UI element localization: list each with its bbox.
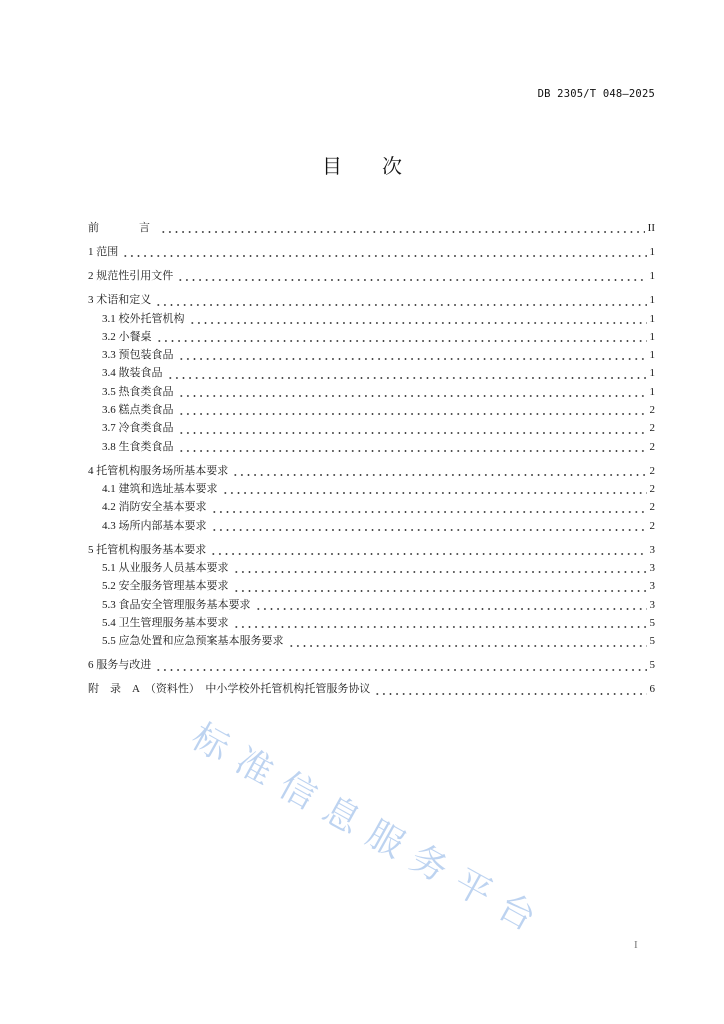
toc-leader-dots	[288, 632, 647, 650]
toc-entry-label: 5.4 卫生管理服务基本要求	[102, 616, 229, 629]
toc-page-number: 2	[649, 501, 655, 514]
toc-entry[interactable]	[86, 517, 655, 535]
toc-page-number: 1	[649, 312, 655, 325]
toc-page-number: 2	[649, 422, 655, 435]
toc-leader-dots	[156, 328, 647, 346]
toc-leader-dots	[233, 559, 647, 577]
toc-leader-dots	[178, 438, 647, 456]
toc-page-number: 5	[649, 616, 655, 629]
toc-page-number: 1	[649, 330, 655, 343]
toc-page-number: 2	[649, 404, 655, 417]
toc-entry-label: 3.8 生食类食品	[102, 440, 174, 453]
toc-entry-label: 3.4 散装食品	[102, 367, 163, 380]
toc-entry-label: 5.2 安全服务管理基本要求	[102, 580, 229, 593]
toc-entry-label: 5.1 从业服务人员基本要求	[102, 562, 229, 575]
toc-leader-dots	[160, 219, 645, 237]
toc-leader-dots	[189, 310, 647, 328]
toc-entry-label: 5.5 应急处置和应急预案基本服务要求	[102, 635, 284, 648]
toc-entry[interactable]	[86, 480, 655, 498]
toc-page-number: 1	[649, 246, 655, 259]
toc-entry[interactable]	[86, 596, 655, 614]
toc-leader-dots	[233, 614, 647, 632]
toc-page-number: II	[647, 222, 655, 234]
toc-entry-label: 2 规范性引用文件	[88, 270, 174, 283]
toc-page-number: 5	[649, 635, 655, 648]
toc-leader-dots	[232, 462, 646, 480]
toc-entry-label: 4 托管机构服务场所基本要求	[88, 464, 229, 477]
toc-entry[interactable]	[86, 462, 655, 480]
toc-leader-dots	[374, 680, 646, 698]
toc-entry[interactable]	[86, 498, 655, 516]
toc-entry-label: 附 录 A （资料性） 中小学校外托管机构托管服务协议	[88, 683, 371, 696]
toc-entry-label: 4.2 消防安全基本要求	[102, 501, 207, 514]
toc-page-number: 3	[649, 580, 655, 593]
toc-entry-label: 4.1 建筑和选址基本要求	[102, 483, 218, 496]
toc-entry[interactable]	[86, 614, 655, 632]
toc-page-number: 2	[649, 483, 655, 496]
toc-entry-label: 3.5 热食类食品	[102, 385, 174, 398]
toc-page-number: 3	[649, 598, 655, 611]
toc-leader-dots	[178, 383, 647, 401]
toc-leader-dots	[233, 577, 647, 595]
toc-entry[interactable]	[86, 438, 655, 456]
toc-entry[interactable]	[86, 541, 655, 559]
toc-page-number: 1	[649, 294, 655, 307]
toc-entry-label: 3.7 冷食类食品	[102, 422, 174, 435]
toc-entry[interactable]	[86, 291, 655, 309]
toc-entry[interactable]	[86, 328, 655, 346]
toc-leader-dots	[222, 480, 647, 498]
toc-entry-label: 3.2 小餐桌	[102, 330, 152, 343]
toc-entry[interactable]	[86, 267, 655, 285]
toc-leader-dots	[255, 596, 647, 614]
toc-entry-label: 3.6 糕点类食品	[102, 404, 174, 417]
toc-entry[interactable]	[86, 680, 655, 698]
page-title: 目 次	[322, 156, 402, 178]
toc-leader-dots	[155, 291, 646, 309]
document-code: DB 2305/T 048—2025	[537, 88, 655, 100]
toc-entry[interactable]	[86, 243, 655, 261]
toc-page-number: 2	[649, 519, 655, 532]
toc-page-number: 1	[649, 385, 655, 398]
toc-page-number: 5	[649, 659, 655, 672]
toc-entry[interactable]	[86, 383, 655, 401]
toc-entry-label: 4.3 场所内部基本要求	[102, 519, 207, 532]
toc-page-number: 1	[649, 270, 655, 283]
toc-leader-dots	[177, 267, 646, 285]
toc-leader-dots	[178, 419, 647, 437]
toc-page-number: 2	[649, 440, 655, 453]
toc-entry-label: 3.1 校外托管机构	[102, 312, 185, 325]
toc-leader-dots	[178, 401, 647, 419]
toc-leader-dots	[211, 498, 647, 516]
toc-entry-label: 1 范围	[88, 246, 119, 259]
toc-entry-label: 6 服务与改进	[88, 659, 152, 672]
toc-leader-dots	[122, 243, 646, 261]
toc-leader-dots	[155, 656, 646, 674]
toc-entry[interactable]	[86, 656, 655, 674]
watermark: 标准信息服务平台	[184, 716, 555, 946]
toc-entry[interactable]	[86, 219, 655, 237]
toc-entry[interactable]	[86, 364, 655, 382]
page-number: I	[634, 939, 638, 951]
toc-entry[interactable]	[86, 310, 655, 328]
toc-page-number: 1	[649, 367, 655, 380]
toc-entry-label: 5.3 食品安全管理服务基本要求	[102, 598, 251, 611]
toc-entry[interactable]	[86, 577, 655, 595]
toc-entry[interactable]	[86, 419, 655, 437]
toc-leader-dots	[167, 364, 647, 382]
toc-entry[interactable]	[86, 346, 655, 364]
toc-entry[interactable]	[86, 559, 655, 577]
toc-page-number: 2	[649, 464, 655, 477]
toc-entry-label: 3.3 预包装食品	[102, 349, 174, 362]
toc-entry-label: 3 术语和定义	[88, 294, 152, 307]
toc-leader-dots	[210, 541, 646, 559]
toc-leader-dots	[211, 517, 647, 535]
toc-page-number: 1	[649, 349, 655, 362]
toc-page-number: 3	[649, 543, 655, 556]
toc-page-number: 3	[649, 562, 655, 575]
toc-entry[interactable]	[86, 401, 655, 419]
toc-entry-label: 5 托管机构服务基本要求	[88, 543, 207, 556]
toc-entry-label: 前 言	[88, 222, 156, 234]
toc-entry[interactable]	[86, 632, 655, 650]
toc-page-number: 6	[649, 683, 655, 696]
toc-leader-dots	[178, 346, 647, 364]
table-of-contents	[86, 219, 655, 699]
